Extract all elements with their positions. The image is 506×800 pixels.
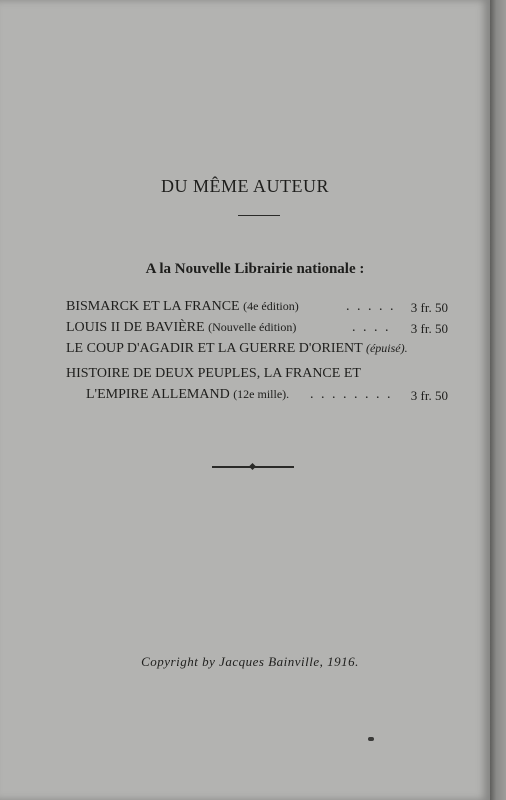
copyright-line: Copyright by Jacques Bainville, 1916. xyxy=(141,654,359,669)
list-item xyxy=(66,366,448,387)
entry-text xyxy=(66,341,408,357)
entry-title: LOUIS II DE BAVIÈRE xyxy=(66,320,205,335)
heading-rule xyxy=(238,215,280,216)
list-item xyxy=(66,320,448,341)
entry-status: (épuisé). xyxy=(365,341,408,355)
publisher-line: A la Nouvelle Librairie nationale : xyxy=(145,261,365,277)
bibliography-list xyxy=(66,299,448,408)
entry-price: 3 fr. 50 xyxy=(410,300,448,315)
page-heading: DU MÊME AUTEUR xyxy=(161,176,329,196)
entry-note: (12e mille). xyxy=(233,387,290,401)
list-item xyxy=(66,387,448,408)
leader-dots: . . . . . . . . xyxy=(310,387,393,402)
entry-price: 3 fr. 50 xyxy=(410,388,448,403)
entry-title: HISTOIRE DE DEUX PEUPLES, LA FRANCE ET xyxy=(66,366,361,381)
entry-price: 3 fr. 50 xyxy=(410,321,448,336)
entry-text xyxy=(66,320,296,336)
leader-dots: . . . . . xyxy=(346,299,396,314)
entry-title: BISMARCK ET LA FRANCE xyxy=(66,299,240,314)
page-edge xyxy=(490,0,506,800)
entry-text xyxy=(66,299,299,315)
entry-note: (Nouvelle édition) xyxy=(208,320,297,334)
paper-speck xyxy=(368,737,374,741)
list-item xyxy=(66,341,448,362)
entry-note: (4e édition) xyxy=(243,299,299,313)
entry-text xyxy=(86,387,289,403)
entry-title: LE COUP D'AGADIR ET LA GUERRE D'ORIENT xyxy=(66,341,363,356)
ornamental-rule xyxy=(212,466,294,468)
list-item xyxy=(66,299,448,320)
entry-title: L'EMPIRE ALLEMAND xyxy=(86,387,230,402)
leader-dots: . . . . xyxy=(352,320,391,335)
